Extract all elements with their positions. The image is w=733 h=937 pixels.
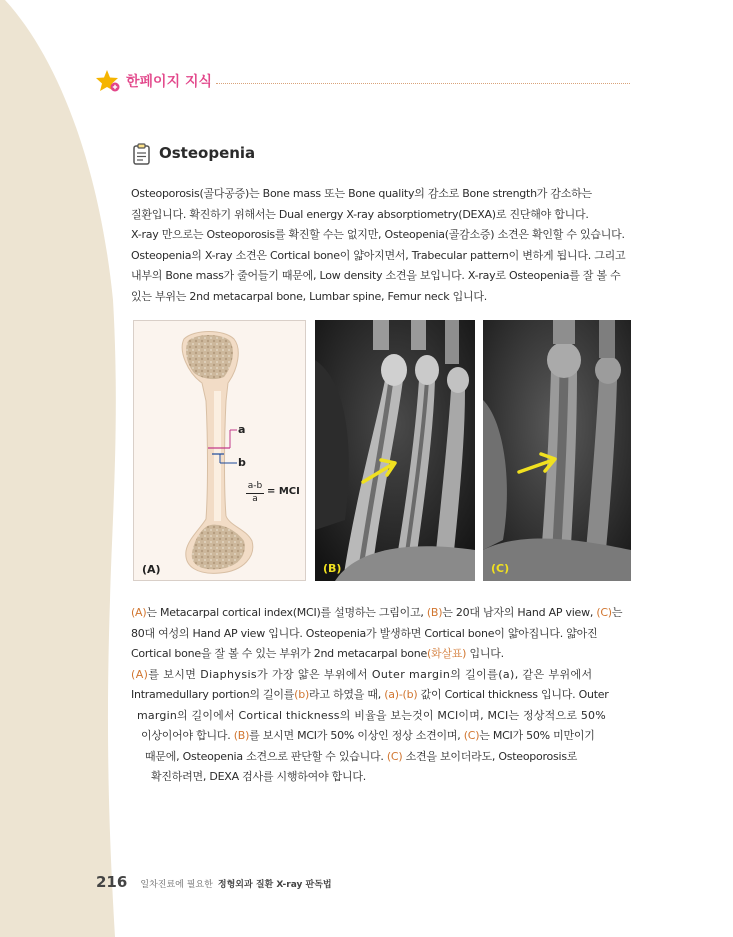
figure-c-xray [483,320,631,581]
header-title: 한페이지 지식 [126,74,213,90]
body-line: 확진하려면, DEXA 검사를 시행하여야 합니다. [151,770,366,783]
text: 값이 Cortical thickness 입니다. Outer [417,688,609,701]
page-number: 216 [96,873,128,891]
body-line [131,603,636,624]
explanation-paragraph [131,603,636,788]
book-title: 정형외과 질환 X-ray 판독법 [217,880,332,890]
text: 를 보시면 Diaphysis가 가장 얇은 부위에서 Outer margin의 길이를(a), 같은 부위에서 [148,667,593,681]
formula-result: = MCI [267,486,300,497]
text: 이상이어야 합니다. [141,729,234,742]
text: 는 Metacarpal cortical index(MCI)를 설명하는 그림이고, [146,606,427,619]
text: 라고 하였을 때, [309,688,385,701]
book-prefix: 일차진료에 필요한 [140,880,213,890]
bone-illustration [134,321,306,581]
ref-arrow: (화살표) [426,647,467,660]
mark-a-label: a [238,423,246,436]
text: 소견을 보이더라도, Osteoporosis로 [402,749,578,763]
ref-a-b: (a)-(b) [384,688,418,701]
intro-line: 있는 부위는 2nd metacarpal bone, Lumbar spine, Femur neck 입니다. [131,289,487,303]
body-line [131,747,636,768]
ref-a: (A) [131,667,149,681]
section-title: Osteopenia [159,144,256,162]
intro-line: 질환입니다. 확진하기 위해서는 Dual energy X-ray absorptiometry(DEXA)로 진단해야 합니다. [131,207,589,221]
formula-denominator: a [252,494,258,504]
mark-b-label: b [238,456,246,469]
text: Cortical bone을 잘 볼 수 있는 부위가 2nd metacarpal bone [131,647,427,660]
formula-numerator: a-b [247,481,263,491]
page-footer [96,872,332,891]
page-header [96,66,632,96]
ref-c: (C) [386,749,403,763]
text: 때문에, Osteopenia 소견으로 판단할 수 있습니다. [145,749,387,763]
body-line [131,726,636,747]
clipboard-icon [131,142,153,166]
body-line [131,644,636,665]
ref-b: (B) [426,606,443,619]
figure-a-label: (A) [142,563,161,576]
mci-formula [246,481,306,511]
figure-b-xray [315,320,475,581]
intro-line: X-ray 만으로는 Osteoporosis를 확진할 수는 없지만, Osteopenia(골감소증) 소견은 확인할 수 있습니다. [131,228,625,241]
ref-b: (B) [233,729,250,742]
figure-b-label: (B) [323,562,342,575]
intro-line: 내부의 Bone mass가 줄어들기 때문에, Low density 소견을 보입니다. X-ray로 Osteopenia를 잘 볼 수 [131,269,621,282]
text: 는 MCI가 50% 미만이기 [479,729,595,742]
header-divider [216,83,630,84]
text: Intramedullary portion의 길이를 [131,688,295,701]
xray-b-image [315,320,475,581]
xray-c-image [483,320,631,581]
text: 는 20대 남자의 Hand AP view, [442,606,597,619]
ref-b: (b) [294,688,309,701]
star-icon [96,69,120,93]
text: 를 보시면 MCI가 50% 이상인 정상 소견이며, [249,729,464,742]
body-line: 80대 여성의 Hand AP view 입니다. Osteopenia가 발생하면 Cortical bone이 얇아집니다. 얇아진 [131,626,598,640]
figure-a-diagram [133,320,306,581]
text: 입니다. [466,647,504,660]
body-line [131,665,636,686]
text: 는 [611,606,623,619]
figure-c-label: (C) [491,562,510,575]
intro-paragraph [131,184,636,307]
ref-c: (C) [596,606,612,619]
body-line: margin의 길이에서 Cortical thickness의 비율을 보는것이 MCI이며, MCI는 정상적으로 50% [137,708,606,722]
intro-line: Osteopenia의 X-ray 소견은 Cortical bone이 얇아지면서, Trabecular pattern이 변하게 됩니다. 그리고 [131,248,626,262]
intro-line: Osteoporosis(골다공증)는 Bone mass 또는 Bone quality의 감소로 Bone strength가 감소하는 [131,187,592,200]
body-line [131,685,636,706]
ref-a: (A) [131,606,147,619]
ref-c: (C) [463,729,480,742]
